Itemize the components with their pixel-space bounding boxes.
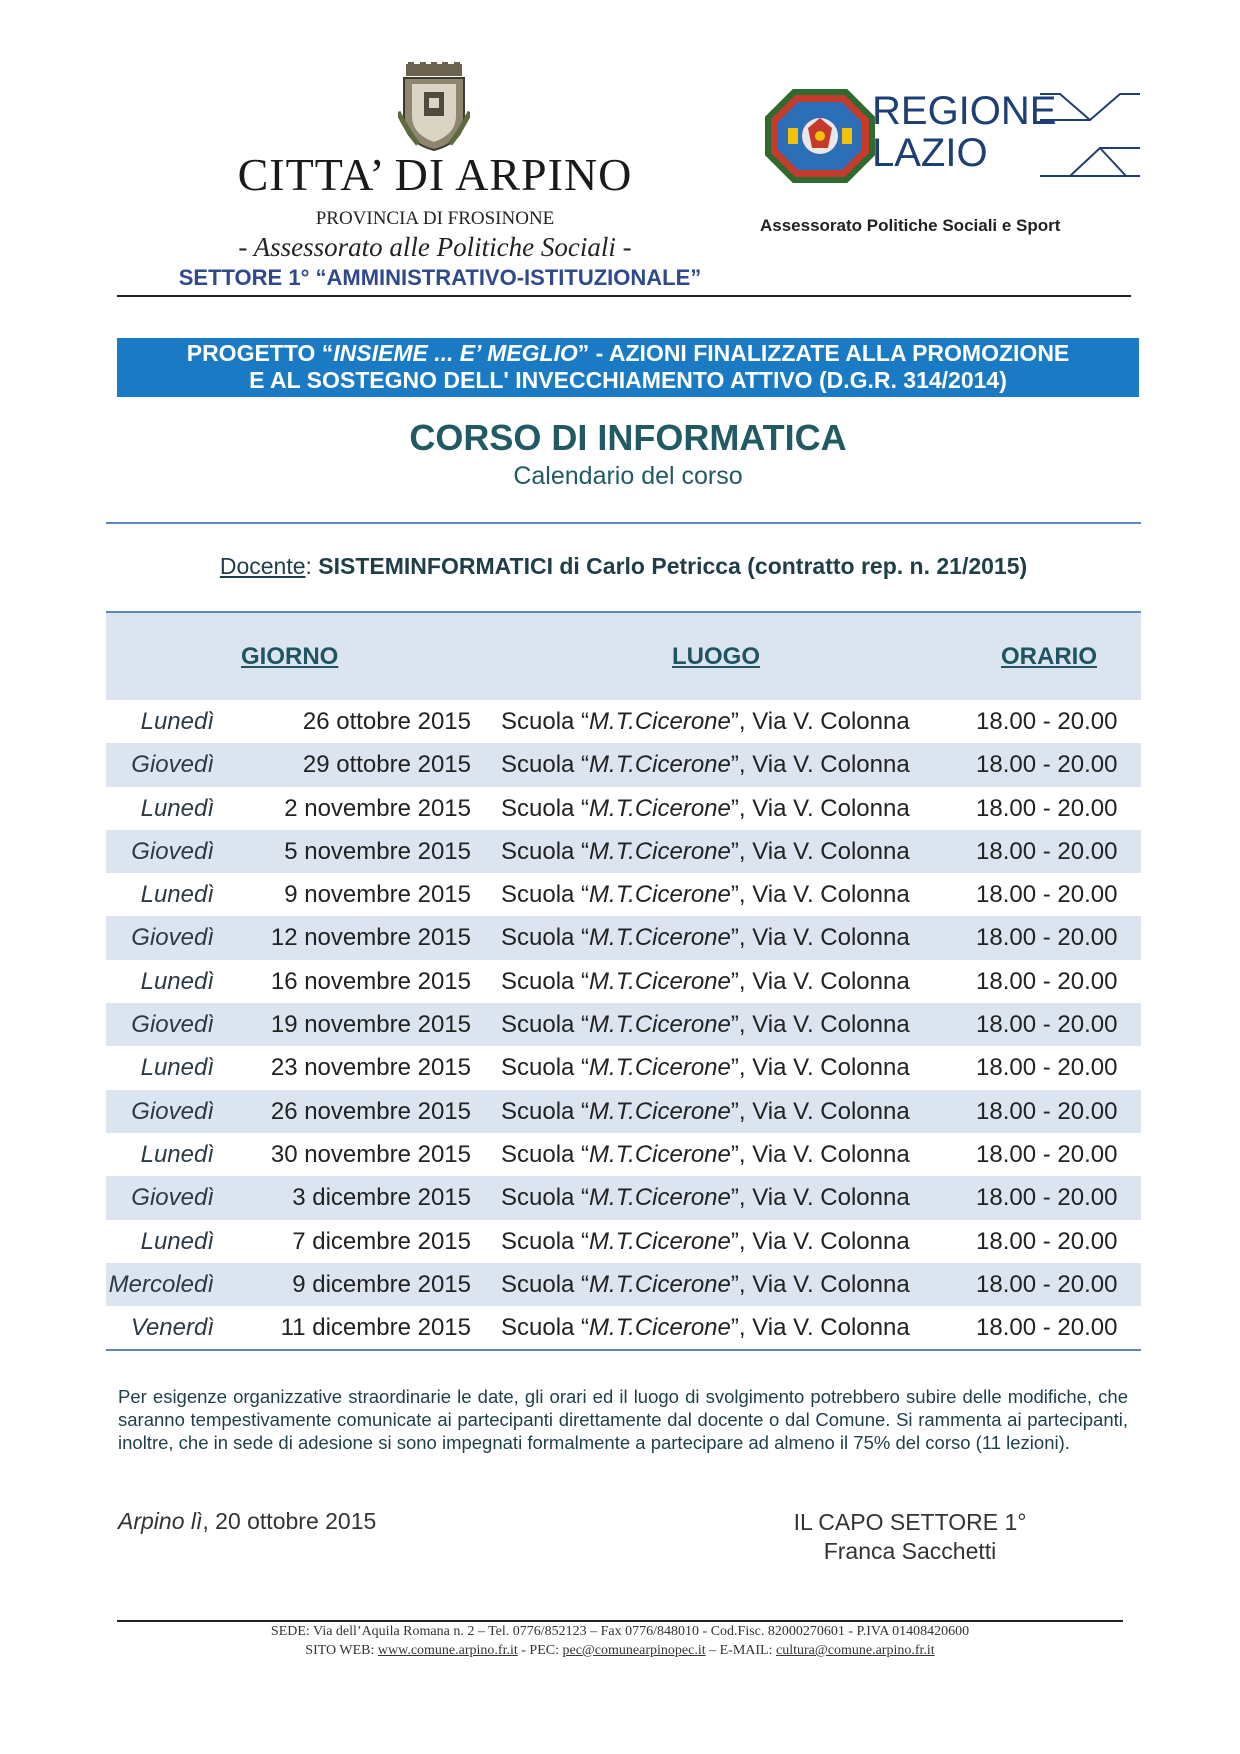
row-day: Lunedì [140, 881, 214, 909]
regione-lazio-logo-icon [764, 88, 876, 184]
place-school: M.T.Cicerone [589, 967, 731, 995]
table-row [106, 1306, 1141, 1349]
province-label: PROVINCIA DI FROSINONE [315, 208, 555, 229]
table-row [106, 1133, 1141, 1176]
row-date: 12 novembre 2015 [270, 924, 471, 952]
row-day: Lunedì [140, 967, 214, 995]
banner-line1 [117, 340, 1139, 367]
course-subtitle: Calendario del corso [513, 462, 743, 490]
banner-part2: ” - AZIONI FINALIZZATE ALLA PROMOZIONE [577, 340, 1070, 366]
place-prefix: Scuola “ [501, 1011, 590, 1039]
place-suffix: ”, Via V. Colonna [730, 837, 910, 865]
teacher-name: SISTEMINFORMATICI di Carlo Petricca (contratto rep. n. 21/2015) [318, 553, 1028, 579]
place-school: M.T.Cicerone [589, 751, 731, 779]
row-time: 18.00 - 20.00 [976, 1314, 1118, 1342]
row-date: 16 novembre 2015 [270, 967, 471, 995]
row-day: Giovedì [131, 837, 214, 865]
row-place [501, 924, 910, 952]
row-day: Venerdì [130, 1314, 214, 1342]
row-date: 23 novembre 2015 [270, 1054, 471, 1082]
footer-email-label: – E-MAIL: [705, 1643, 776, 1658]
footer-address: SEDE: Via dell’Aquila Romana n. 2 – Tel. 0776/852123 – Fax 0776/848010 - Cod.Fisc. 82000270601 - P.IVA 01408420600 [270, 1624, 970, 1639]
row-date: 3 dicembre 2015 [292, 1184, 471, 1212]
row-time: 18.00 - 20.00 [976, 924, 1118, 952]
place-prefix: Scuola “ [501, 794, 590, 822]
place-suffix: ”, Via V. Colonna [730, 1314, 910, 1342]
city-title: CITTA’ DI ARPINO [237, 149, 633, 200]
row-time: 18.00 - 20.00 [976, 837, 1118, 865]
row-time: 18.00 - 20.00 [976, 1184, 1118, 1212]
email-link[interactable]: cultura@comune.arpino.fr.it [776, 1643, 935, 1658]
place-prefix: Scuola “ [501, 837, 590, 865]
place-prefix: Scuola “ [501, 1270, 590, 1298]
place-date [118, 1508, 376, 1535]
row-place [501, 1314, 910, 1342]
place-prefix: Scuola “ [501, 708, 590, 735]
place-school: M.T.Cicerone [589, 1140, 731, 1168]
place-prefix: Scuola “ [501, 1227, 590, 1255]
place-prefix: Scuola “ [501, 1140, 590, 1168]
place-suffix: ”, Via V. Colonna [730, 967, 910, 995]
place-school: M.T.Cicerone [589, 1097, 731, 1125]
place-prefix: Scuola “ [501, 967, 590, 995]
row-place [501, 708, 910, 736]
teacher-label: Docente [219, 553, 306, 579]
column-header-orario: ORARIO [1001, 643, 1097, 670]
row-date: 29 ottobre 2015 [302, 751, 471, 779]
schedule-table [106, 611, 1141, 1351]
table-row [106, 787, 1141, 830]
row-day: Giovedì [131, 1011, 214, 1039]
row-time: 18.00 - 20.00 [976, 1270, 1118, 1298]
table-row [106, 1090, 1141, 1133]
place-label: Arpino lì [118, 1508, 203, 1534]
place-suffix: ”, Via V. Colonna [730, 1054, 910, 1082]
course-title: CORSO DI INFORMATICA [409, 417, 847, 458]
pec-link[interactable]: pec@comunearpinopec.it [562, 1643, 706, 1658]
table-row [106, 1220, 1141, 1263]
regione-wordmark-line2: LAZIO [872, 131, 988, 175]
table-row [106, 1263, 1141, 1306]
footer-contacts [117, 1641, 1123, 1660]
signer-name: Franca Sacchetti [823, 1538, 997, 1564]
table-row [106, 743, 1141, 786]
row-day: Giovedì [131, 1184, 214, 1212]
row-time: 18.00 - 20.00 [976, 1140, 1118, 1168]
column-header-luogo: LUOGO [672, 643, 760, 670]
row-place [501, 838, 910, 866]
title-divider [106, 522, 1141, 524]
row-date: 7 dicembre 2015 [292, 1227, 471, 1255]
organizational-note: Per esigenze organizzative straordinarie le date, gli orari ed il luogo di svolgimento potrebbero subire delle modifiche, che saranno tempestivamente comunicate ai partecipanti direttamente dal docente o dal Comune. Si rammenta ai partecipanti, inoltre, che in sede di adesione si sono impegnati formalmente a partecipare ad almeno il 75% del corso (11 lezioni). [118, 1386, 1128, 1453]
row-date: 11 dicembre 2015 [280, 1314, 471, 1342]
row-time: 18.00 - 20.00 [976, 1097, 1118, 1125]
header-divider [117, 295, 1131, 297]
regione-lazio-lines-icon [1040, 90, 1140, 182]
table-row [106, 830, 1141, 873]
table-row [106, 1003, 1141, 1046]
place-school: M.T.Cicerone [589, 881, 731, 909]
row-time: 18.00 - 20.00 [976, 967, 1118, 995]
place-suffix: ”, Via V. Colonna [730, 1140, 910, 1168]
place-suffix: ”, Via V. Colonna [730, 1227, 910, 1255]
assessorato-label: - Assessorato alle Politiche Sociali - [238, 232, 632, 262]
regione-wordmark-line1: REGIONE [872, 89, 1057, 133]
row-day: Giovedì [131, 1097, 214, 1125]
project-banner [117, 338, 1139, 397]
row-place [501, 1054, 910, 1082]
table-row [106, 873, 1141, 916]
website-link[interactable]: www.comune.arpino.fr.it [377, 1643, 518, 1658]
place-suffix: ”, Via V. Colonna [730, 924, 910, 952]
footer-site-label: SITO WEB: [305, 1643, 378, 1658]
table-row [106, 916, 1141, 959]
row-day: Lunedì [140, 794, 214, 822]
row-time: 18.00 - 20.00 [976, 794, 1118, 822]
row-date: 9 dicembre 2015 [292, 1270, 471, 1298]
place-suffix: ”, Via V. Colonna [730, 881, 910, 909]
banner-line2: E AL SOSTEGNO DELL' INVECCHIAMENTO ATTIVO (D.G.R. 314/2014) [249, 367, 1007, 393]
row-place [501, 1184, 910, 1212]
place-school: M.T.Cicerone [589, 1054, 731, 1082]
row-date: 26 novembre 2015 [270, 1097, 471, 1125]
row-date: 2 novembre 2015 [284, 794, 471, 822]
place-school: M.T.Cicerone [589, 1011, 731, 1039]
banner-part1: PROGETTO “ [186, 340, 334, 366]
place-prefix: Scuola “ [501, 1054, 590, 1082]
row-place [501, 795, 910, 823]
place-school: M.T.Cicerone [589, 1184, 731, 1212]
place-suffix: ”, Via V. Colonna [730, 794, 910, 822]
row-time: 18.00 - 20.00 [976, 1054, 1118, 1082]
teacher-separator: : [305, 553, 319, 579]
table-row [106, 960, 1141, 1003]
row-place [501, 1271, 910, 1299]
column-header-giorno: GIORNO [241, 643, 339, 670]
footer [117, 1622, 1123, 1660]
row-time: 18.00 - 20.00 [976, 751, 1118, 779]
row-day: Giovedì [131, 924, 214, 952]
footer-pec-label: - PEC: [517, 1643, 563, 1658]
row-date: 30 novembre 2015 [270, 1140, 471, 1168]
place-prefix: Scuola “ [501, 751, 590, 779]
row-day: Lunedì [140, 1140, 214, 1168]
table-row [106, 1176, 1141, 1219]
row-date: 5 novembre 2015 [284, 837, 471, 865]
arpino-crest-icon [398, 62, 470, 152]
place-school: M.T.Cicerone [589, 794, 731, 822]
teacher-line [106, 553, 1141, 580]
place-suffix: ”, Via V. Colonna [730, 1184, 910, 1212]
place-suffix: ”, Via V. Colonna [730, 751, 910, 779]
place-prefix: Scuola “ [501, 1184, 590, 1212]
row-time: 18.00 - 20.00 [976, 1227, 1118, 1255]
row-day: Lunedì [140, 1227, 214, 1255]
row-day: Lunedì [140, 1054, 214, 1082]
row-time: 18.00 - 20.00 [976, 708, 1118, 735]
place-school: M.T.Cicerone [589, 708, 731, 735]
place-suffix: ”, Via V. Colonna [730, 1011, 910, 1039]
table-row [106, 1046, 1141, 1089]
row-day: Giovedì [131, 751, 214, 779]
row-place [501, 1141, 910, 1169]
row-date: 9 novembre 2015 [284, 881, 471, 909]
settore-label: SETTORE 1° “AMMINISTRATIVO-ISTITUZIONALE” [178, 265, 702, 290]
table-body [106, 700, 1141, 1349]
regione-lazio-wordmark [872, 90, 1056, 174]
place-school: M.T.Cicerone [589, 924, 731, 952]
place-prefix: Scuola “ [501, 1097, 590, 1125]
table-row [106, 700, 1141, 743]
row-date: 19 novembre 2015 [270, 1011, 471, 1039]
row-time: 18.00 - 20.00 [976, 1011, 1118, 1039]
date-label: , 20 ottobre 2015 [202, 1508, 377, 1534]
row-time: 18.00 - 20.00 [976, 881, 1118, 909]
table-header [106, 613, 1141, 700]
row-place [501, 751, 910, 779]
table-bottom-border [106, 1349, 1141, 1351]
row-day: Mercoledì [108, 1270, 214, 1298]
place-school: M.T.Cicerone [589, 1227, 731, 1255]
place-prefix: Scuola “ [501, 1314, 590, 1342]
banner-project-name: INSIEME ... E’ MEGLIO [333, 340, 578, 366]
row-place [501, 1011, 910, 1039]
place-suffix: ”, Via V. Colonna [730, 708, 910, 735]
row-day: Lunedì [140, 708, 214, 735]
signer-role: IL CAPO SETTORE 1° [793, 1509, 1027, 1535]
place-school: M.T.Cicerone [589, 1314, 731, 1342]
place-prefix: Scuola “ [501, 924, 590, 952]
place-school: M.T.Cicerone [589, 837, 731, 865]
row-date: 26 ottobre 2015 [302, 708, 471, 735]
region-assessorato-label: Assessorato Politiche Sociali e Sport [760, 216, 1061, 235]
row-place [501, 1228, 910, 1256]
signature-block [760, 1508, 1060, 1566]
row-place [501, 881, 910, 909]
row-place [501, 1098, 910, 1126]
place-prefix: Scuola “ [501, 881, 590, 909]
place-school: M.T.Cicerone [589, 1270, 731, 1298]
place-suffix: ”, Via V. Colonna [730, 1270, 910, 1298]
row-place [501, 968, 910, 996]
place-suffix: ”, Via V. Colonna [730, 1097, 910, 1125]
